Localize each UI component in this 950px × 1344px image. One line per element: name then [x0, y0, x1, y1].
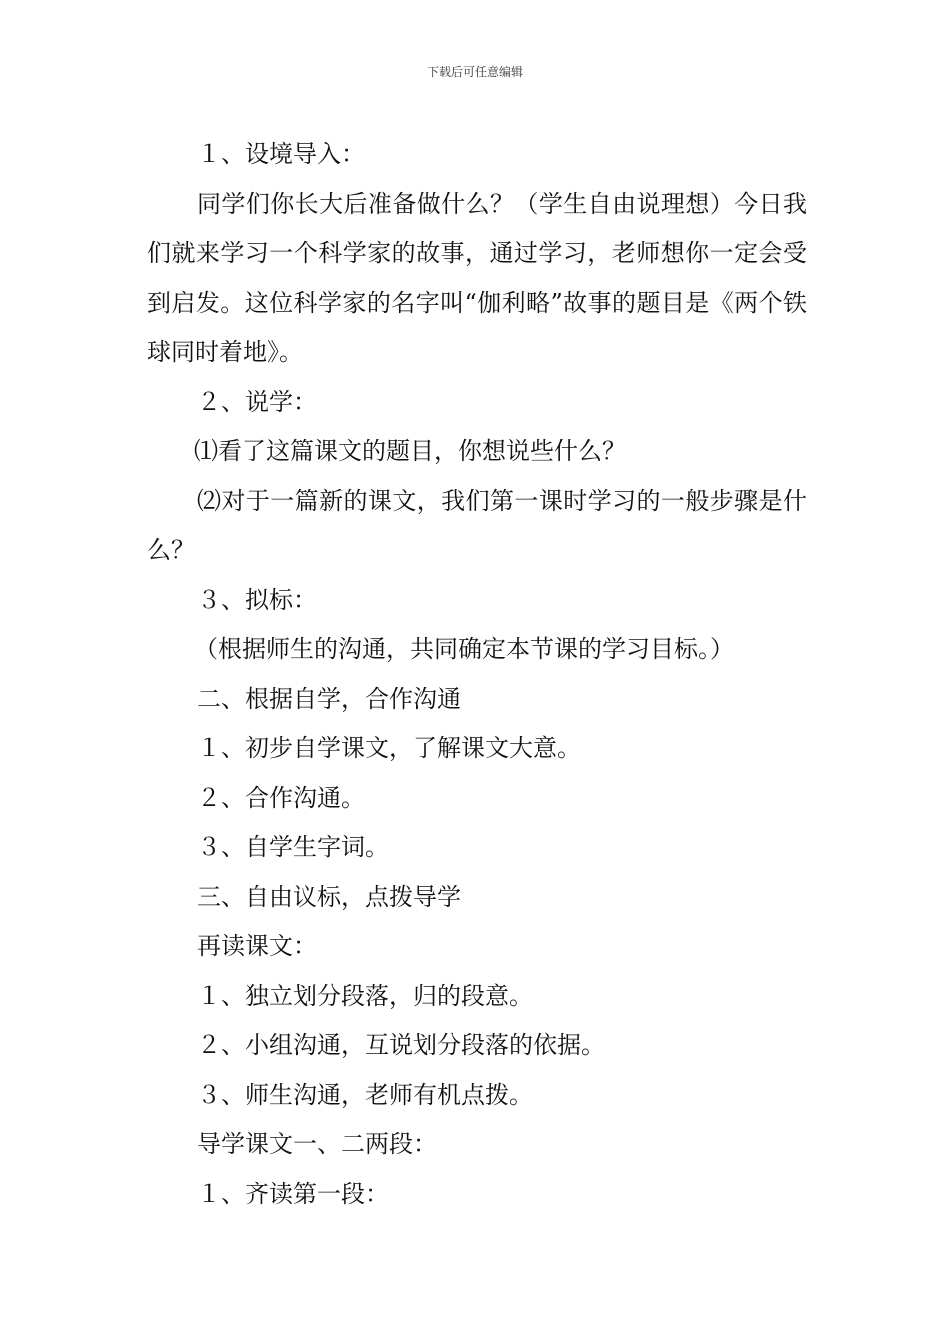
guided-reading-item-1: １、齐读第一段： [197, 1179, 389, 1208]
section-3-item-2: ２、小组沟通，互说划分段落的依据。 [197, 1031, 605, 1059]
document-body [147, 130, 807, 1219]
step-1-heading: １、设境导入： [197, 140, 365, 168]
section-3-item-3: ３、师生沟通，老师有机点拨。 [197, 1080, 533, 1109]
section-3-heading: 三、自由议标，点拨导学 [197, 882, 461, 911]
guided-reading-heading: 导学课文一、二两段： [197, 1130, 437, 1158]
section-2-item-2: ２、合作沟通。 [197, 783, 365, 812]
question-2: ⑵对于一篇新的课文，我们第一课时学习的一般步骤是什么？ [147, 486, 807, 564]
reread-heading: 再读课文： [197, 932, 317, 960]
step-3-heading: ３、拟标： [197, 585, 317, 614]
page-header: 下载后可任意编辑 [426, 65, 523, 79]
section-2-heading: 二、根据自学，合作沟通 [197, 684, 461, 713]
section-2-item-3: ３、自学生字词。 [197, 833, 389, 861]
section-3-item-1: １、独立划分段落，归的段意。 [197, 981, 533, 1010]
step-2-heading: ２、说学： [197, 387, 317, 416]
question-1: ⑴看了这篇课文的题目，你想说些什么？ [194, 437, 626, 465]
intro-paragraph: 同学们你长大后准备做什么？（学生自由说理想）今日我们就来学习一个科学家的故事，通过学习，老师想你一定会受到启发。这位科学家的名字叫“伽利略”故事的题目是《两个铁球同时着地》。 [147, 189, 807, 366]
section-2-item-1: １、初步自学课文，了解课文大意。 [197, 734, 581, 762]
step-3-note: （根据师生的沟通，共同确定本节课的学习目标。） [194, 635, 734, 663]
